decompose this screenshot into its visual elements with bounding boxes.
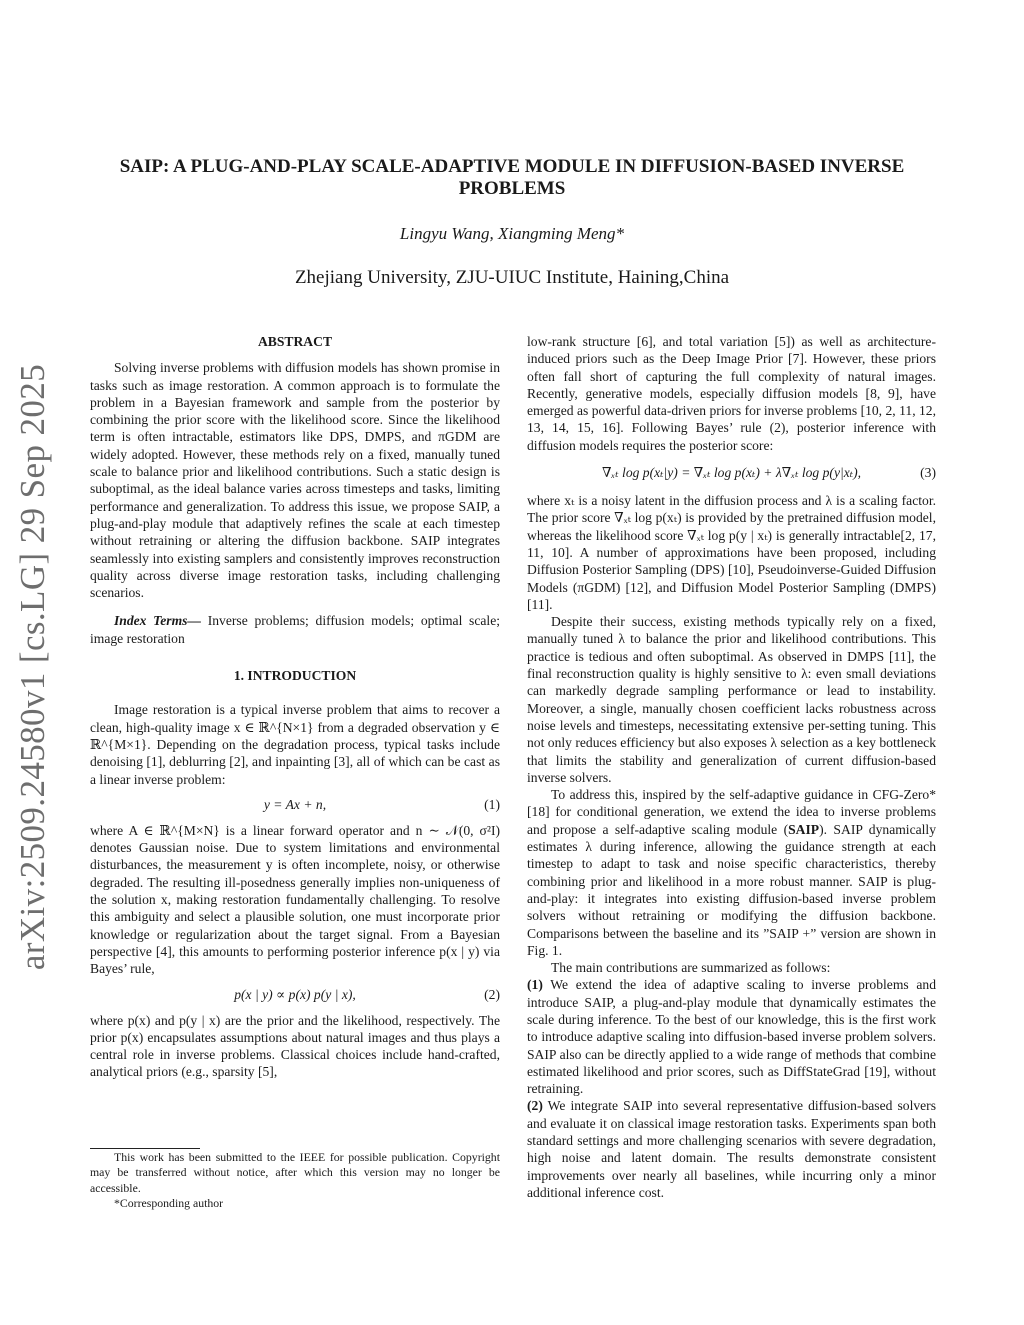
equation-1-body: y = Ax + n,	[263, 796, 327, 812]
contribution-1-label: (1)	[527, 977, 543, 993]
arxiv-id-text: arXiv:2509.24580v1 [cs.LG] 29 Sep 2025	[13, 363, 52, 971]
equation-3-number: (3)	[920, 465, 936, 481]
footnote-ieee: This work has been submitted to the IEEE for possible publication. Copyright may be transferred without notice, after which this version may no longer be accessible.	[90, 1150, 500, 1195]
contributions-intro: The main contributions are summarized as follows:	[551, 960, 831, 976]
intro-paragraph-5: where xₜ is a noisy latent in the diffusion process and λ is a scaling factor. The prior score ∇ₓₜ log p(xₜ) is provided by the pretrained diffusion model, whereas the likelihood score ∇ₓₜ log p(y | xₜ) is generally intractable[2, 17, 11, 10]. A number of approximations have been proposed, including Diffusion Posterior Sampling (DPS) [10], Pseudoinverse-Guided Diffusion Models (πGDM) [12], and Diffusion Model Posterior Sampling (DMPS) [11].	[527, 493, 936, 612]
index-terms-label: Index Terms—	[114, 613, 202, 629]
equation-1	[90, 788, 500, 822]
paper-affiliation: Zhejiang University, ZJU-UIUC Institute, Haining,China	[294, 267, 730, 288]
contribution-2-text: We integrate SAIP into several representative diffusion-based solvers and evaluate it on classical image restoration tasks. Experiments span both standard settings and more challenging scenarios with severe degradation, high noise and latent domain. The results demonstrate consistent improvements over nearly all baselines, while incurring only a minor additional inference cost.	[527, 1098, 936, 1200]
intro-paragraph-4: low-rank structure [6], and total variation [5]) as well as architecture-induced priors such as the Deep Image Prior [7]. However, these priors often fall short of capturing the full complexity of natural images. Recently, generative models, especially diffusion models [8, 9], have emerged as powerful data-driven priors for inverse problems [10, 2, 11, 12, 13, 14, 15, 16]. Following Bayes’ rule (2), posterior inference with diffusion models requires the posterior score:	[527, 334, 936, 453]
contribution-1	[527, 976, 936, 1097]
equation-2	[90, 978, 500, 1012]
intro-paragraph-3: where p(x) and p(y | x) are the prior and the likelihood, respectively. The prior p(x) encapsulates assumptions about natural images and thus plays a central role in inverse problems. Classical choices include hand-crafted, analytical priors (e.g., sparsity [5],	[90, 1012, 500, 1080]
equation-3	[527, 454, 936, 492]
abstract-heading: ABSTRACT	[257, 334, 333, 349]
footnote-divider	[90, 1148, 200, 1149]
intro-paragraph-7-end: ). SAIP dynamically estimates λ during inference, allowing the guidance strength at each timestep to adapt to task and noise specific characteristics, thereby combining prior and likelihood in a more robust manner. SAIP is plug-and-play: it integrates into existing diffusion-based inverse problem solvers without retraining or modifying the diffusion backbone. Comparisons between the baseline and its ”SAIP +” version are shown in Fig. 1.	[527, 821, 936, 958]
intro-paragraph-7-start: To address this, inspired by the self-adaptive guidance in CFG-Zero* [18] for conditional generation, we extend the idea to inverse problems and propose a self-adaptive scaling module (	[527, 787, 936, 837]
abstract-text: Solving inverse problems with diffusion models has shown promise in tasks such as image restoration. A common approach is to formulate the problem in a Bayesian framework and sample from the posterior by combining the prior score with the likelihood score. Since the likelihood term is often intractable, estimators like DPS, DMPS, and πGDM are widely adopted. However, these methods rely on a fixed, manually tuned scale to balance prior and likelihood contributions. Such a static design is suboptimal, as the ideal balance varies across timesteps and tasks, limiting performance and generalization. To address this issue, we propose SAIP, a plug-and-play module that adaptively refines the scale at each timestep without retraining or altering the diffusion backbone. SAIP integrates seamlessly into existing samplers and consistently improves reconstruction quality across diverse image restoration tasks, including challenging scenarios.	[90, 360, 500, 601]
paper-title: SAIP: A PLUG-AND-PLAY SCALE-ADAPTIVE MODULE IN DIFFUSION-BASED INVERSE PROBLEMS	[119, 156, 905, 199]
arxiv-identifier-stamp	[8, 363, 58, 971]
equation-2-number: (2)	[484, 986, 500, 1002]
contribution-2	[527, 1097, 936, 1201]
saip-bold-term: SAIP	[788, 821, 820, 837]
intro-paragraph-7	[527, 786, 936, 959]
left-column	[90, 333, 500, 1081]
intro-paragraph-2: where A ∈ ℝ^{M×N} is a linear forward operator and n ∼ 𝒩(0, σ²I) denotes Gaussian noise. Due to system limitations and environmental disturbances, the measurement y is often incomplete, noisy, or otherwise degraded. The resulting ill-posedness generally implies non-uniqueness of the solution x, making restoration fundamentally challenging. To resolve this ambiguity and select a plausible solution, one must incorporate prior knowledge or regularization about the target signal. From a Bayesian perspective [4], this amounts to performing posterior inference p(x | y) via Bayes’ rule,	[90, 822, 500, 977]
equation-1-number: (1)	[484, 796, 500, 812]
right-column	[527, 333, 936, 1201]
intro-paragraph-1: Image restoration is a typical inverse problem that aims to recover a clean, high-quality image x ∈ ℝ^{N×1} from a degraded observation y ∈ ℝ^{M×1}. Depending on the degradation process, typical tasks include denoising [1], deblurring [2], and inpainting [3], all of which can be cast as a linear inverse problem:	[90, 702, 500, 787]
paper-authors: Lingyu Wang, Xiangming Meng*	[399, 224, 625, 243]
equation-3-body: ∇ₓₜ log p(xₜ|y) = ∇ₓₜ log p(xₜ) + λ∇ₓₜ log p(y|xₜ),	[601, 465, 862, 481]
footnotes	[90, 1150, 500, 1212]
intro-paragraph-6: Despite their success, existing methods typically rely on a fixed, manually tuned λ to balance the prior and likelihood contributions. This practice is tedious and often suboptimal. As observed in DMPS [11], the final reconstruction quality is highly sensitive to λ: even small deviations can markedly degrade sampling performance or lead to instability. Moreover, a single, manually chosen coefficient lacks robustness across noise levels and timesteps, necessitating extensive per-setting tuning. This not only reduces efficiency but also exposes λ selection as a key bottleneck that limits the stability and generalization of current diffusion-based inverse solvers.	[527, 614, 936, 785]
footnote-corresponding: *Corresponding author	[114, 1196, 224, 1211]
contribution-2-label: (2)	[527, 1098, 543, 1114]
index-terms-text: Inverse problems; diffusion models; optimal scale; image restoration	[90, 613, 501, 646]
contribution-1-text: We extend the idea of adaptive scaling to inverse problems and introduce SAIP, a plug-and-play module that dynamically estimates the scale during inference. To the best of our knowledge, this is the first work to introduce adaptive scaling into diffusion-based inverse problem solvers. SAIP also can be directly applied to a wide range of methods that combine estimated likelihood and prior scores, such as DiffStateGrad [19], without retraining.	[527, 977, 936, 1097]
index-terms	[90, 612, 500, 647]
equation-2-body: p(x | y) ∝ p(x) p(y | x),	[234, 986, 356, 1002]
introduction-heading: 1. INTRODUCTION	[233, 668, 357, 684]
